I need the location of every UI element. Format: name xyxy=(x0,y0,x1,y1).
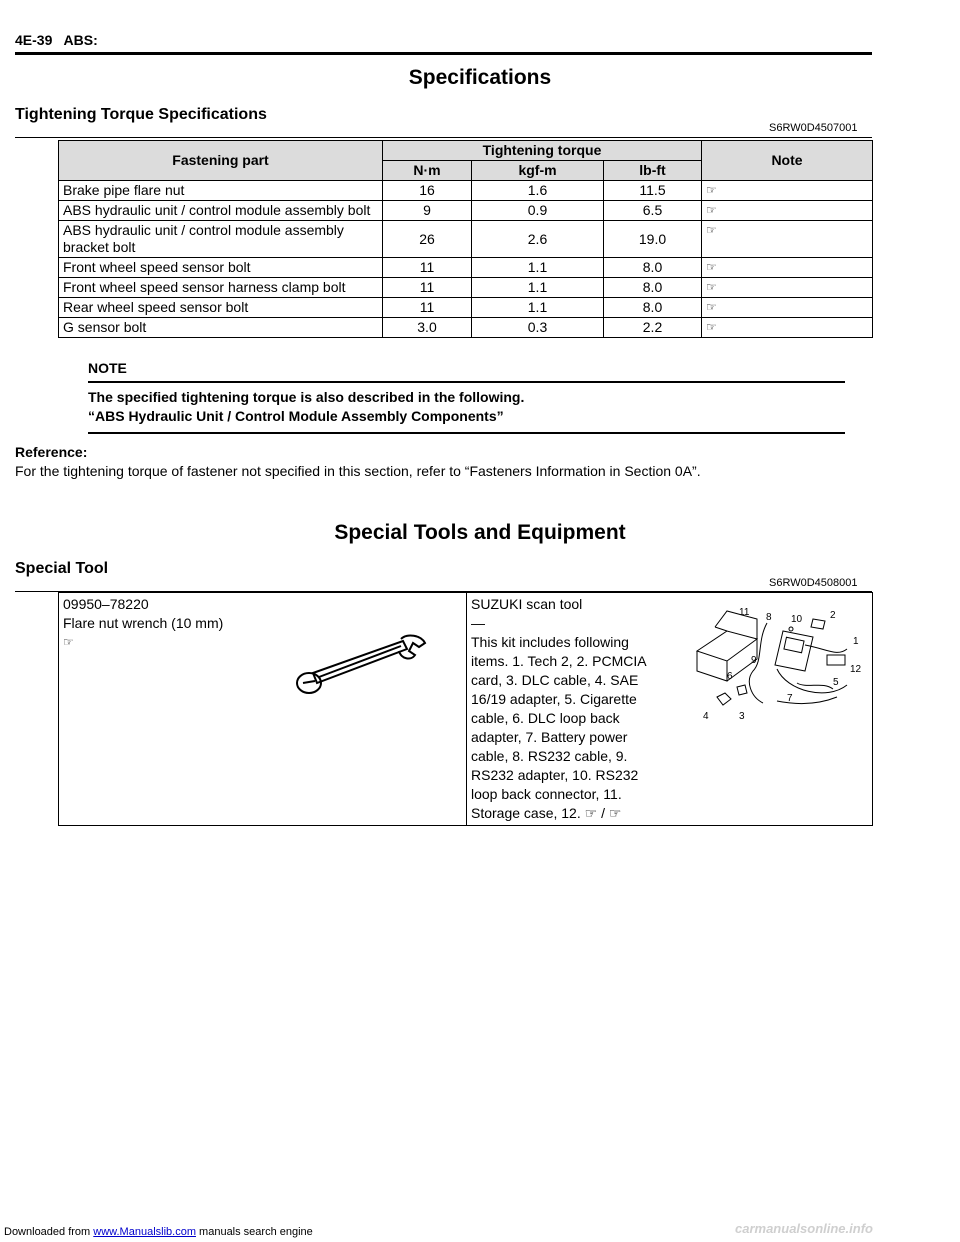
nm-cell: 3.0 xyxy=(383,318,472,338)
page-number: 4E-39 xyxy=(15,32,53,48)
special-tools-title: Special Tools and Equipment xyxy=(334,521,626,544)
callout-label: 4 xyxy=(703,711,709,722)
footer-suffix: manuals search engine xyxy=(199,1226,313,1238)
page-header xyxy=(15,10,872,54)
scan-tool-description xyxy=(471,633,661,823)
note-line-2: “ABS Hydraulic Unit / Control Module Assembly Components” xyxy=(88,408,504,424)
reference-text: For the tightening torque of fastener not specified in this section, refer to “Fasteners Information in Section 0A”. xyxy=(15,463,701,479)
reference-hand-icon[interactable]: ☞ xyxy=(702,278,873,298)
scan-tool-kit-illustration xyxy=(687,601,867,731)
flare-nut-wrench-illustration xyxy=(295,633,435,703)
callout-label: 7 xyxy=(787,693,793,704)
reference-block xyxy=(15,443,701,481)
lbft-cell: 19.0 xyxy=(604,221,702,258)
unit-nm: N·m xyxy=(383,161,472,181)
nm-cell: 11 xyxy=(383,258,472,278)
note-line-1: The specified tightening torque is also described in the following. xyxy=(88,389,525,405)
description-line: This kit includes following xyxy=(471,634,629,650)
scan-tool-dash: — xyxy=(471,615,485,631)
description-line: Storage case, 12. ☞ / ☞ xyxy=(471,805,622,821)
kgfm-cell: 0.9 xyxy=(472,201,604,221)
table-row xyxy=(59,201,873,221)
kgfm-cell: 1.1 xyxy=(472,298,604,318)
description-line: RS232 adapter, 10. RS232 xyxy=(471,767,639,783)
kgfm-cell: 1.6 xyxy=(472,181,604,201)
lbft-cell: 8.0 xyxy=(604,278,702,298)
special-tool-code: S6RW0D4508001 xyxy=(769,577,858,589)
unit-lbft: lb-ft xyxy=(604,161,702,181)
torque-table xyxy=(58,140,873,338)
table-row xyxy=(59,278,873,298)
note-box xyxy=(88,360,845,434)
section-name: ABS: xyxy=(63,32,98,48)
torque-table-header-row xyxy=(59,141,873,161)
part-cell: Front wheel speed sensor bolt xyxy=(59,258,383,278)
note-bottom-rule xyxy=(88,432,845,434)
callout-label: 12 xyxy=(850,664,862,675)
note-title: NOTE xyxy=(88,360,127,376)
special-tool-heading: Special Tool xyxy=(15,560,109,577)
description-line: items. 1. Tech 2, 2. PCMCIA xyxy=(471,653,647,669)
callout-label: 8 xyxy=(766,612,772,623)
reference-label: Reference: xyxy=(15,444,88,460)
footer-prefix: Downloaded from xyxy=(4,1226,91,1238)
torque-heading-rule xyxy=(15,137,872,138)
header-rule xyxy=(15,52,872,55)
callout-label: 9 xyxy=(751,655,757,666)
callout-label: 5 xyxy=(833,677,839,688)
part-cell: ABS hydraulic unit / control module assembly bracket bolt xyxy=(59,221,383,258)
unit-kgfm: kgf-m xyxy=(472,161,604,181)
reference-hand-icon[interactable]: ☞ xyxy=(702,181,873,201)
part-cell: Front wheel speed sensor harness clamp bolt xyxy=(59,278,383,298)
callout-label: 2 xyxy=(830,610,836,621)
kgfm-cell: 1.1 xyxy=(472,278,604,298)
nm-cell: 11 xyxy=(383,298,472,318)
callout-label: 6 xyxy=(727,671,733,682)
reference-hand-icon[interactable]: ☞ xyxy=(702,201,873,221)
col-tightening-torque: Tightening torque xyxy=(383,141,702,161)
table-row xyxy=(59,298,873,318)
description-line: cable, 6. DLC loop back xyxy=(471,710,620,726)
tool-name: Flare nut wrench (10 mm) xyxy=(63,615,224,631)
note-top-rule xyxy=(88,381,845,383)
description-line: card, 3. DLC cable, 4. SAE xyxy=(471,672,639,688)
part-cell: G sensor bolt xyxy=(59,318,383,338)
callout-label: 3 xyxy=(739,711,745,722)
table-row xyxy=(59,221,873,258)
lbft-cell: 8.0 xyxy=(604,258,702,278)
download-footer xyxy=(4,1226,313,1238)
description-line: loop back connector, 11. xyxy=(471,786,622,802)
lbft-cell: 2.2 xyxy=(604,318,702,338)
part-cell: ABS hydraulic unit / control module assembly bolt xyxy=(59,201,383,221)
lbft-cell: 8.0 xyxy=(604,298,702,318)
kgfm-cell: 1.1 xyxy=(472,258,604,278)
callout-label: 1 xyxy=(853,636,859,647)
table-row xyxy=(59,258,873,278)
tool-cell-flare-nut-wrench xyxy=(59,593,467,826)
description-line: adapter, 7. Battery power xyxy=(471,729,628,745)
reference-hand-icon[interactable]: ☞ xyxy=(63,635,74,649)
part-cell: Brake pipe flare nut xyxy=(59,181,383,201)
watermark: carmanualsonline.info xyxy=(735,1221,873,1236)
description-line: cable, 8. RS232 cable, 9. xyxy=(471,748,628,764)
torque-heading: Tightening Torque Specifications xyxy=(15,106,267,123)
lbft-cell: 11.5 xyxy=(604,181,702,201)
nm-cell: 16 xyxy=(383,181,472,201)
callout-label: 10 xyxy=(791,614,803,625)
callout-label: 11 xyxy=(739,607,750,618)
reference-hand-icon[interactable]: ☞ xyxy=(702,298,873,318)
reference-hand-icon[interactable]: ☞ xyxy=(702,221,873,258)
torque-code: S6RW0D4507001 xyxy=(769,122,858,134)
special-tool-table xyxy=(58,592,873,826)
tool-cell-scan-tool xyxy=(467,593,873,826)
reference-hand-icon[interactable]: ☞ xyxy=(702,258,873,278)
col-fastening-part: Fastening part xyxy=(59,141,383,181)
table-row xyxy=(59,318,873,338)
scan-tool-name: SUZUKI scan tool xyxy=(471,596,583,612)
reference-hand-icon[interactable]: ☞ xyxy=(702,318,873,338)
page-header-text xyxy=(15,32,98,48)
nm-cell: 11 xyxy=(383,278,472,298)
kgfm-cell: 0.3 xyxy=(472,318,604,338)
specifications-title: Specifications xyxy=(408,66,552,89)
description-line: 16/19 adapter, 5. Cigarette xyxy=(471,691,637,707)
nm-cell: 9 xyxy=(383,201,472,221)
lbft-cell: 6.5 xyxy=(604,201,702,221)
part-cell: Rear wheel speed sensor bolt xyxy=(59,298,383,318)
table-row xyxy=(59,181,873,201)
manualslib-link[interactable]: www.Manualslib.com xyxy=(93,1226,196,1238)
col-note: Note xyxy=(702,141,873,181)
kgfm-cell: 2.6 xyxy=(472,221,604,258)
nm-cell: 26 xyxy=(383,221,472,258)
tool-number: 09950–78220 xyxy=(63,596,149,612)
tool-row xyxy=(59,593,873,826)
